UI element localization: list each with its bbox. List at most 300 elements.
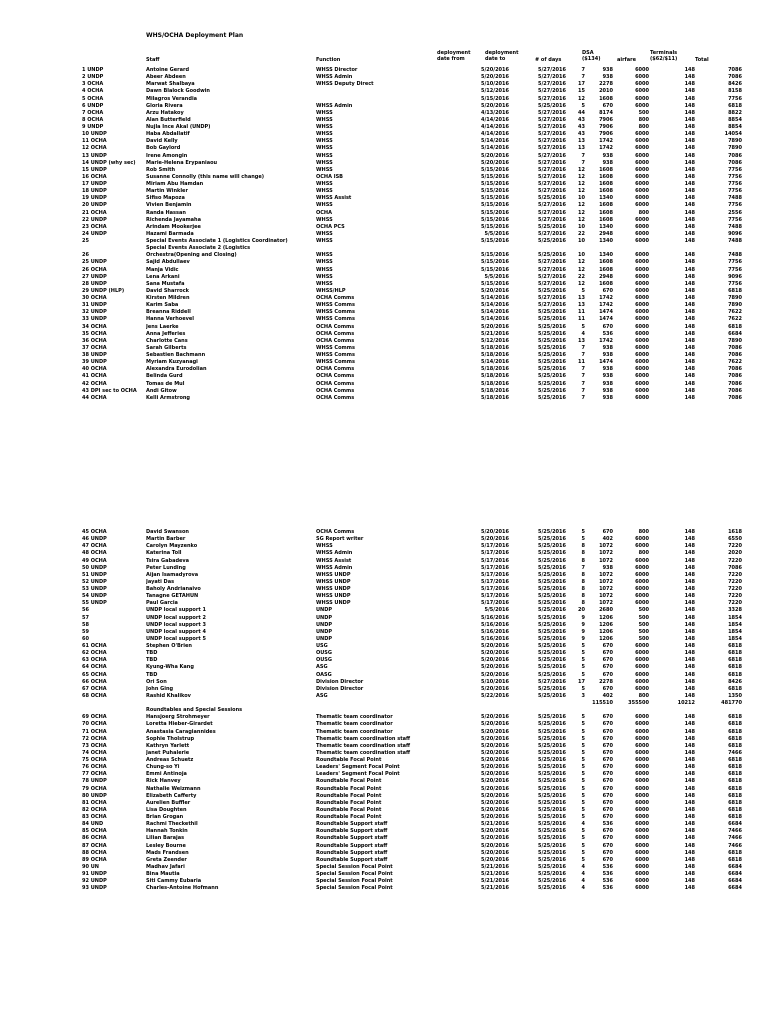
cell-row-number: 70 OCHA <box>82 721 107 728</box>
cell-staff-name: Milagros Verandia <box>146 95 198 102</box>
cell-terminals: 148 <box>684 394 695 401</box>
table-row <box>82 388 742 395</box>
cell-total: 481770 <box>721 700 742 706</box>
table-row <box>82 224 742 231</box>
table-row <box>82 593 742 600</box>
cell-row-number: 15 UNDP <box>82 166 107 173</box>
cell-days: 12 <box>578 216 585 223</box>
cell-row-number: 82 OCHA <box>82 806 107 813</box>
cell-row-number: 68 OCHA <box>82 692 107 699</box>
cell-days <box>566 700 585 707</box>
cell-date-from: 4/14/2016 <box>480 116 509 123</box>
cell-staff-name: Rick Hanvey <box>146 778 181 785</box>
cell-terminals: 148 <box>684 657 695 664</box>
cell-airfare: 6000 <box>635 295 649 301</box>
cell-staff-name: UNDP local support 5 <box>146 635 206 642</box>
table-row <box>82 736 742 743</box>
cell-date-to: 5/25/2016 <box>537 600 566 607</box>
cell-date-to: 5/25/2016 <box>537 316 566 323</box>
cell-total: 7466 <box>728 828 742 835</box>
cell-row-number: 46 UNDP <box>82 536 107 543</box>
cell-terminals: 148 <box>684 116 695 123</box>
cell-days: 12 <box>578 259 585 266</box>
cell-date-to: 5/27/2016 <box>537 302 566 309</box>
cell-staff-name: Breanna Riddell <box>146 309 191 316</box>
cell-total: 6818 <box>728 742 742 749</box>
cell-date-to: 5/27/2016 <box>537 145 566 152</box>
cell-date-from: 5/20/2016 <box>480 792 509 799</box>
cell-total: 7756 <box>728 95 742 102</box>
cell-staff-name: Jens Laerke <box>146 323 179 330</box>
cell-function: Roundtable Focal Point <box>316 799 382 806</box>
cell-date-from: 5/15/2016 <box>480 216 509 223</box>
cell-date-from: 5/5/2016 <box>484 607 509 614</box>
cell-row-number: 29 UNDP (HLP) <box>82 287 125 294</box>
cell-date-from: 5/20/2016 <box>480 721 509 728</box>
cell-staff-name: John Ging <box>146 685 174 692</box>
cell-date-to: 5/25/2016 <box>537 564 566 571</box>
cell-row-number: 64 OCHA <box>82 664 107 671</box>
cell-date-from: 5/14/2016 <box>480 316 509 323</box>
cell-function <box>316 88 455 95</box>
cell-date-from: 5/21/2016 <box>480 330 509 337</box>
cell-date-from: 5/17/2016 <box>480 550 509 557</box>
cell-row-number: 62 OCHA <box>82 650 107 657</box>
cell-date-to: 5/27/2016 <box>537 678 566 685</box>
cell-staff-name: Aijan Isamadyrova <box>146 571 199 578</box>
table-row <box>82 629 742 636</box>
cell-days: 12 <box>578 280 585 287</box>
cell-total: 6818 <box>728 771 742 778</box>
cell-airfare: 6000 <box>635 202 649 209</box>
cell-staff-name: Anastasia Caragiannides <box>146 728 216 735</box>
table-row <box>82 664 742 671</box>
cell-days: 7 <box>581 159 585 166</box>
table-row <box>82 373 742 380</box>
cell-date-from: 5/21/2016 <box>480 871 509 877</box>
table-row <box>82 117 742 124</box>
cell-function: OCHA Comms <box>316 380 355 387</box>
cell-terminals: 148 <box>684 628 695 635</box>
cell-dsa: 402 <box>602 692 613 699</box>
cell-terminals: 148 <box>684 749 695 756</box>
cell-dsa: 1072 <box>599 571 613 578</box>
cell-total: 7086 <box>728 344 742 351</box>
cell-staff-name: Susanne Connolly (this name will change) <box>146 173 265 180</box>
cell-date-to: 5/25/2016 <box>537 536 566 543</box>
cell-days: 5 <box>581 287 585 294</box>
cell-date-from: 5/17/2016 <box>480 600 509 607</box>
cell-terminals: 148 <box>684 238 695 244</box>
cell-date-from: 5/20/2016 <box>480 643 509 649</box>
cell-dsa: 670 <box>602 856 613 863</box>
table-row <box>82 145 742 152</box>
cell-dsa: 1742 <box>599 302 613 309</box>
cell-date-from: 5/12/2016 <box>480 88 509 95</box>
cell-date-to: 5/25/2016 <box>537 586 566 592</box>
cell-dsa: 1072 <box>599 600 613 607</box>
cell-function: ASG <box>316 664 328 671</box>
deployment-table-part2 <box>82 529 742 892</box>
cell-airfare: 6000 <box>635 814 649 820</box>
cell-date-to: 5/25/2016 <box>537 871 566 877</box>
cell-staff-name: Irene Amongin <box>146 152 188 159</box>
cell-date-from: 5/15/2016 <box>480 181 509 187</box>
cell-days: 10 <box>578 238 585 244</box>
cell-dsa: 536 <box>602 885 613 892</box>
cell-dsa: 938 <box>602 380 613 387</box>
cell-staff-name: Sarah Gilberts <box>146 344 187 351</box>
cell-terminals: 148 <box>684 721 695 728</box>
cell-row-number: 38 UNDP <box>82 352 107 358</box>
cell-function: WHSS Admin <box>316 550 353 557</box>
cell-row-number: 16 OCHA <box>82 173 107 180</box>
cell-terminals: 148 <box>684 359 695 366</box>
cell-date-to: 5/25/2016 <box>537 323 566 330</box>
cell-airfare: 6000 <box>635 159 649 166</box>
cell-function: WHSS <box>316 124 333 130</box>
cell-dsa: 1742 <box>599 337 613 344</box>
cell-dsa: 670 <box>602 771 613 778</box>
cell-date-from <box>455 700 509 707</box>
cell-staff-name: Elizabeth Cafferty <box>146 792 197 799</box>
cell-date-from: 5/20/2016 <box>480 287 509 294</box>
cell-airfare: 6000 <box>635 95 649 102</box>
table-row <box>82 195 742 202</box>
cell-dsa: 1072 <box>599 543 613 550</box>
cell-date-from: 5/14/2016 <box>480 145 509 152</box>
cell-date-to: 5/25/2016 <box>537 714 566 721</box>
cell-date-to: 5/25/2016 <box>537 635 566 642</box>
cell-date-to: 5/25/2016 <box>537 856 566 863</box>
cell-terminals: 148 <box>684 273 695 280</box>
cell-staff-name: Haba Abdallatif <box>146 131 190 138</box>
table-row <box>82 771 742 778</box>
cell-days: 7 <box>581 67 585 73</box>
cell-dsa: 1072 <box>599 578 613 585</box>
cell-staff-name: Lesley Bourne <box>146 842 186 849</box>
cell-function: Roundtable Support staff <box>316 849 388 856</box>
cell-function: WHSS <box>316 131 333 138</box>
cell-terminals: 148 <box>684 266 695 273</box>
cell-date-to: 5/25/2016 <box>537 607 566 614</box>
cell-function: Thematic team coordination staff <box>316 735 411 742</box>
cell-airfare: 6000 <box>635 238 649 244</box>
cell-date-to: 5/25/2016 <box>537 799 566 806</box>
cell-airfare: 6000 <box>635 586 649 592</box>
cell-staff-name: Hannah Tonkin <box>146 828 188 835</box>
cell-total: 6818 <box>728 664 742 671</box>
cell-days: 3 <box>581 692 585 699</box>
table-row <box>82 366 742 373</box>
cell-total: 6818 <box>728 785 742 792</box>
cell-row-number: 5 OCHA <box>82 95 104 102</box>
cell-terminals: 148 <box>684 337 695 344</box>
cell-total: 6550 <box>728 536 742 543</box>
table-row <box>82 650 742 657</box>
cell-terminals: 148 <box>684 878 695 885</box>
table-row <box>82 743 742 750</box>
cell-date-from: 5/20/2016 <box>480 67 509 73</box>
cell-function: UNDP <box>316 635 333 642</box>
cell-row-number <box>82 700 146 707</box>
cell-total: 7466 <box>728 842 742 849</box>
cell-row-number: 90 UN <box>82 863 99 870</box>
cell-date-from: 5/17/2016 <box>480 571 509 578</box>
cell-function: WHSS Comms <box>316 309 355 316</box>
cell-function: Roundtable Focal Point <box>316 814 382 820</box>
cell-row-number: 7 OCHA <box>82 109 104 116</box>
cell-days: 4 <box>581 330 585 337</box>
cell-function: Roundtable Focal Point <box>316 785 382 792</box>
cell-terminals: 148 <box>684 166 695 173</box>
cell-staff-name: Stephen O'Brien <box>146 643 192 649</box>
cell-function: Special Session Focal Point <box>316 885 393 892</box>
cell-staff-name: Sifiso Mapoza <box>146 195 185 202</box>
cell-total: 7756 <box>728 166 742 173</box>
cell-date-to: 5/25/2016 <box>537 252 566 259</box>
cell-staff-name: UNDP local support 3 <box>146 621 206 628</box>
cell-total: 6818 <box>728 714 742 721</box>
cell-date-to: 5/25/2016 <box>537 287 566 294</box>
cell-function: WHSS Comms <box>316 316 355 323</box>
table-row <box>82 636 742 643</box>
cell-row-number: 80 UNDP <box>82 792 107 799</box>
cell-date-to: 5/25/2016 <box>537 735 566 742</box>
cell-function: Thematic team coordination staff <box>316 749 411 756</box>
table-row <box>82 67 742 74</box>
cell-airfare: 355500 <box>628 700 649 706</box>
cell-dsa: 1742 <box>599 145 613 152</box>
cell-row-number: 20 UNDP <box>82 202 107 209</box>
cell-staff-name: Sophie Tholstrup <box>146 735 195 742</box>
cell-airfare: 6000 <box>635 337 649 344</box>
cell-terminals: 148 <box>684 578 695 585</box>
cell-dsa: 670 <box>602 287 613 294</box>
cell-function: Thematic team coordinator <box>316 721 393 728</box>
cell-days: 5 <box>581 643 585 649</box>
cell-function: WHSS <box>316 159 333 166</box>
cell-airfare: 6000 <box>635 771 649 778</box>
cell-date-from: 4/13/2016 <box>480 109 509 116</box>
cell-airfare: 6000 <box>635 387 649 394</box>
cell-dsa: 670 <box>602 749 613 756</box>
cell-total: 8426 <box>728 81 742 88</box>
cell-function: WHSS <box>316 116 333 123</box>
cell-days: 15 <box>578 88 585 95</box>
cell-airfare: 800 <box>638 692 649 699</box>
cell-days: 7 <box>581 394 585 401</box>
cell-total: 6818 <box>728 721 742 728</box>
cell-date-to: 5/25/2016 <box>537 309 566 316</box>
table-row <box>82 814 742 821</box>
cell-days: 8 <box>581 557 585 564</box>
cell-total: 2020 <box>728 550 742 557</box>
cell-airfare: 6000 <box>635 102 649 109</box>
cell-date-to: 5/25/2016 <box>537 571 566 578</box>
cell-date-to: 5/25/2016 <box>537 828 566 835</box>
cell-function: WHSS Assist <box>316 195 352 202</box>
table-row <box>82 793 742 800</box>
cell-airfare: 6000 <box>635 138 649 145</box>
cell-days: 10 <box>578 252 585 259</box>
cell-terminals: 148 <box>684 173 695 180</box>
table-row <box>82 131 742 138</box>
cell-total: 6818 <box>728 806 742 813</box>
cell-total: 7086 <box>728 74 742 81</box>
cell-days: 7 <box>581 564 585 571</box>
cell-row-number: 48 OCHA <box>82 550 107 557</box>
cell-date-to: 5/25/2016 <box>537 394 566 401</box>
cell-total: 6818 <box>728 287 742 294</box>
cell-row-number: 24 UNDP <box>82 230 107 237</box>
cell-row-number: 47 OCHA <box>82 543 107 550</box>
cell-terminals: 148 <box>684 778 695 785</box>
cell-date-to: 5/25/2016 <box>537 543 566 550</box>
cell-days: 12 <box>578 95 585 102</box>
cell-terminals: 148 <box>684 621 695 628</box>
cell-row-number: 2 UNDP <box>82 74 104 81</box>
header-terminals: Terminals ($62/$11) <box>650 50 678 63</box>
cell-days: 8 <box>581 586 585 592</box>
cell-row-number: 42 OCHA <box>82 380 107 387</box>
cell-dsa: 670 <box>602 671 613 678</box>
cell-days: 5 <box>581 799 585 806</box>
cell-staff-name: David Sharrock <box>146 287 190 294</box>
cell-airfare: 6000 <box>635 557 649 564</box>
cell-airfare: 6000 <box>635 785 649 792</box>
cell-staff-name: Baholy Andrianaivo <box>146 586 201 592</box>
cell-date-to: 5/27/2016 <box>537 230 566 237</box>
cell-dsa: 670 <box>602 799 613 806</box>
cell-days: 5 <box>581 728 585 735</box>
cell-terminals: 148 <box>684 102 695 109</box>
cell-staff-name: Sebastien Bachmann <box>146 352 206 358</box>
cell-dsa: 536 <box>602 878 613 885</box>
cell-dsa: 670 <box>602 529 613 535</box>
cell-airfare: 6000 <box>635 543 649 550</box>
cell-terminals: 148 <box>684 152 695 159</box>
cell-date-from: 5/20/2016 <box>480 814 509 820</box>
cell-airfare: 6000 <box>635 564 649 571</box>
cell-days: 5 <box>581 536 585 543</box>
cell-row-number: 65 OCHA <box>82 671 107 678</box>
cell-row-number: 25 UNDP <box>82 259 107 266</box>
cell-total: 6684 <box>728 330 742 337</box>
table-row <box>82 138 742 145</box>
cell-terminals: 148 <box>684 209 695 216</box>
cell-function: WHSS UNDP <box>316 586 351 592</box>
cell-row-number: 19 UNDP <box>82 195 107 202</box>
cell-airfare: 6000 <box>635 764 649 771</box>
cell-date-from: 5/10/2016 <box>480 678 509 685</box>
cell-days: 11 <box>578 316 585 323</box>
cell-total: 6818 <box>728 685 742 692</box>
cell-staff-name: Tanagne GETAHUN <box>146 593 199 600</box>
cell-airfare: 500 <box>638 621 649 628</box>
cell-dsa: 670 <box>602 778 613 785</box>
cell-terminals: 148 <box>684 814 695 820</box>
cell-row-number: 51 UNDP <box>82 571 107 578</box>
cell-function: WHSS <box>316 202 333 209</box>
cell-date-to: 5/25/2016 <box>537 621 566 628</box>
cell-date-from: 5/20/2016 <box>480 842 509 849</box>
cell-terminals: 148 <box>684 330 695 337</box>
cell-date-from: 5/20/2016 <box>480 714 509 721</box>
cell-function: USG <box>316 643 328 649</box>
cell-terminals: 148 <box>684 74 695 81</box>
cell-staff-name: Hazami Barmada <box>146 230 194 237</box>
cell-date-to: 5/27/2016 <box>537 116 566 123</box>
cell-row-number: 44 OCHA <box>82 394 107 401</box>
cell-dsa: 1608 <box>599 95 613 102</box>
cell-days: 4 <box>581 878 585 885</box>
cell-staff-name: Orchestra(Opening and Closing) <box>146 252 237 259</box>
cell-date-to: 5/27/2016 <box>537 295 566 301</box>
cell-terminals: 148 <box>684 188 695 195</box>
cell-dsa: 938 <box>602 373 613 380</box>
table-row <box>82 238 742 245</box>
cell-date-from: 5/12/2016 <box>480 337 509 344</box>
cell-staff-name: Richenda Jayamaha <box>146 216 201 223</box>
cell-staff-name: Kyung-Wha Kang <box>146 664 194 671</box>
cell-airfare: 800 <box>638 209 649 216</box>
cell-function: WHSS UNDP <box>316 578 351 585</box>
cell-date-to: 5/25/2016 <box>537 657 566 664</box>
cell-airfare: 6000 <box>635 216 649 223</box>
cell-date-from: 5/20/2016 <box>480 856 509 863</box>
cell-row-number: 86 OCHA <box>82 835 107 842</box>
cell-function: WHSS <box>316 138 333 145</box>
cell-row-number: 75 OCHA <box>82 757 107 763</box>
cell-terminals: 148 <box>684 529 695 535</box>
cell-terminals: 148 <box>684 821 695 828</box>
cell-airfare: 6000 <box>635 749 649 756</box>
cell-days: 43 <box>578 124 585 130</box>
cell-date-to: 5/27/2016 <box>537 95 566 102</box>
cell-function: OCHA <box>316 209 332 216</box>
cell-staff-name: Rachmi Theckethil <box>146 821 198 828</box>
cell-total: 7220 <box>728 571 742 578</box>
cell-terminals: 148 <box>684 863 695 870</box>
cell-terminals: 148 <box>684 678 695 685</box>
cell-function: Roundtable Focal Point <box>316 792 382 799</box>
cell-staff-name: Randa Hassan <box>146 209 186 216</box>
cell-staff-name <box>146 700 316 707</box>
table-row <box>82 267 742 274</box>
cell-total: 6818 <box>728 728 742 735</box>
cell-date-to: 5/27/2016 <box>537 209 566 216</box>
cell-terminals: 148 <box>684 757 695 763</box>
table-row <box>82 850 742 857</box>
cell-date-to: 5/25/2016 <box>537 792 566 799</box>
cell-days: 7 <box>581 152 585 159</box>
cell-row-number: 17 UNDP <box>82 181 107 187</box>
cell-function: WHSS <box>316 266 333 273</box>
cell-staff-name: Alexandra Eurodolian <box>146 366 207 373</box>
cell-date-from: 5/20/2016 <box>480 771 509 778</box>
cell-days: 12 <box>578 188 585 195</box>
cell-staff-name: Manja Vidic <box>146 266 179 273</box>
cell-date-from: 5/20/2016 <box>480 735 509 742</box>
cell-dsa: 1742 <box>599 295 613 301</box>
cell-days: 12 <box>578 181 585 187</box>
cell-staff-name: Nujla Ince Akal (UNDP) <box>146 124 211 130</box>
cell-date-from: 5/18/2016 <box>480 344 509 351</box>
cell-date-to: 5/25/2016 <box>537 821 566 828</box>
cell-airfare: 500 <box>638 635 649 642</box>
cell-row-number <box>82 707 146 714</box>
